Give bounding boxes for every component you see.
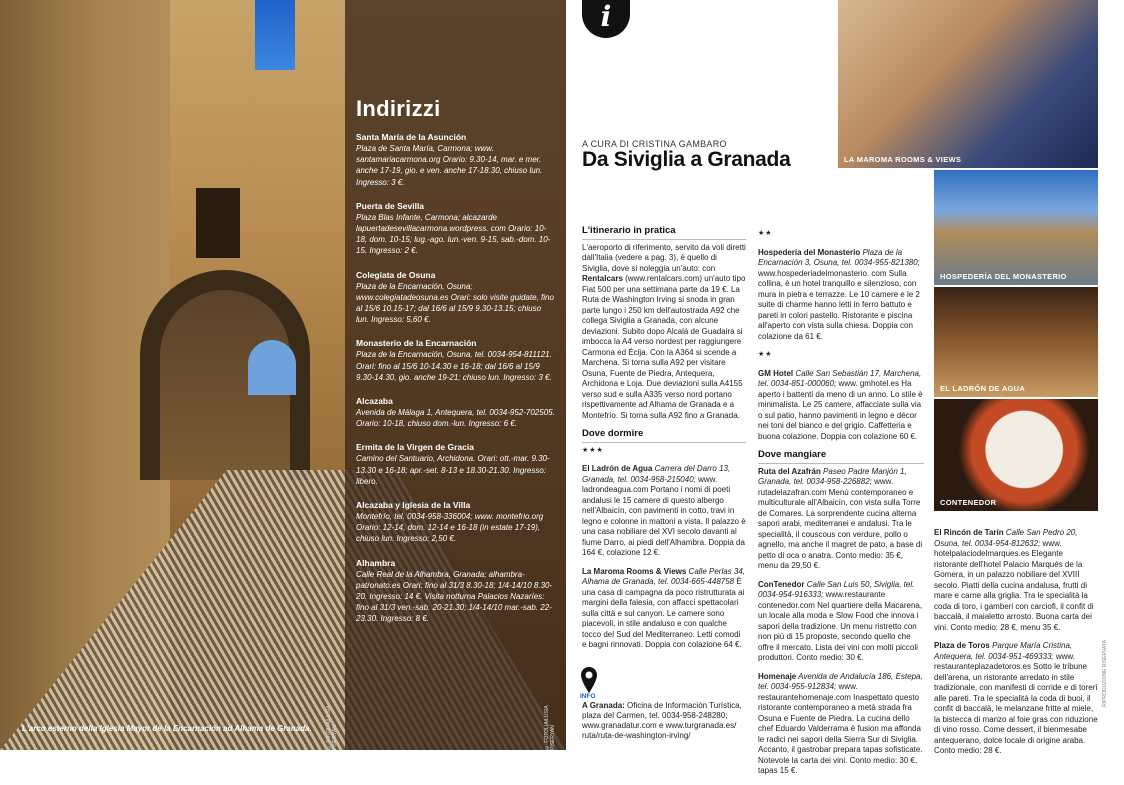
entry-homenaje: Homenaje Avenida de Andalucía 186, Estepa, tel. 0034-955-912834; www. restaurantehomenaje.com Inaspettato questo ristorante contemporaneo a metà strada fra Osuna e Fuente de Piedra. La cucina dello chef Eduardo Valderrama è fusion ma affonda le radici nei sapori della Sierra Sur di Siviglia. Accanto, il gastrobar prepara tapas sofisticate. Notevole la carta dei vini. Conto medio: 30 €, tapas 15 €. [758,671,923,775]
heading-mangiare: Dove mangiare [758,450,924,464]
photo-contenedor [934,399,1098,511]
stars-gm: ★★ [758,351,773,358]
photo-label-ladron: EL LADRÓN DE AGUA [940,384,1026,393]
photo-label-hospederia: HOSPEDERÍA DEL MONASTERIO [940,272,1067,281]
photo-caption: L'arco esterno della Iglesia Mayor de la Encarnación ad Alhama de Granada. [22,724,312,733]
column-1 [582,226,746,659]
address-text: Plaza de la Encarnación, Osuna; www.colegiatadeosuna.es Orari: solo visite guidate, fino al 15/6 10.15-17; dal 16/6 al 15/9 9.30-13.15; chiuso lun. Ingresso: 5,60 €. [356,281,554,325]
address-name: Alhambra [356,557,396,568]
granada-info: A Granada: Oficina de Información Turística, plaza del Carmen, tel. 0034-958-248280; www.granadatur.com e www.turgranada.es/ ruta/ruta-de-washington-irving/ [582,701,742,740]
address-name: Colegiata de Osuna [356,269,436,280]
address-item [356,500,556,545]
entry-hospederia: Hospedería del Monasterio Plaza de la Encarnación 3, Osuna, tel. 0034-955-821380; www.hospederiadelmonasterio. com Sulla collina, è un hotel tranquillo e silenzioso, con mura in pietra e terrazze. Le 10 camere e le 2 suite di charme hanno letti in ferro battuto e pareti in colori pastello. Ristorante e piscina all'aperto con vista sulla chiesa. Doppia con colazione da 61 €. [758,247,920,341]
photo-credit-2: © FOTOLIA/LUSIA PISERYAN [544,705,556,750]
address-text: Plaza Blas Infante, Carmona; alcazarde lapuertadesevillacarmona.wordpress. com Orario: 10-18, dom. 10-15; lug.-ago. lun.-ven. 9-15, sab.-dom. 10-15. Ingresso: 2 €. [356,212,551,256]
column-2 [758,229,924,785]
address-item [356,270,556,326]
address-text: Calle Real de la Alhambra, Granada; alhambra-patronato.es Orari: fino al 31/3 8.30-18; 1/4-14/10 8.30-20. Ingresso: 14 €. Visita notturna Palacios Nazaríes: fino al 31/3 ven.-sab. 20-21.30; 1/4-14/10 mar.-sab. 22-23.30. Ingresso: 8 €. [356,569,553,624]
info-label: INFO [580,693,596,700]
address-text: Avenida de Málaga 1, Antequera, tel. 0034-952-702505. Orario: 10-18, chiuso dom.-lun. Ingresso: 6 €. [356,408,555,429]
stars-ladron: ★★★ [582,446,604,454]
address-item [356,132,556,188]
entry-maroma: La Maroma Rooms & Views Calle Perlas 34, Alhama de Granada, tel. 0034-665-448758 È una casa di campagna da poco ristrutturata ai margini della falesia, con affacci spettacolari sulla città e sul canyon. Le camere sono piacevoli, in stile andaluso e con qualche tocco del Sud del Mediterraneo. Letti comodi e bagni rinnovati. Doppia con colazione 64 €. [582,566,746,649]
stars-hospederia: ★★ [758,230,773,237]
address-item [356,396,556,429]
info-icon: i [582,0,630,38]
photo-ladron [934,287,1098,397]
photo-sky-through-arch [248,340,296,395]
address-item [356,201,556,257]
itinerario-text: L'aeroporto di riferimento, servito da voli diretti dall'Italia (vedere a pag. 3), è quello di Siviglia, dove si noleggia un'auto: con Rentalcars (www.rentalcars.com) un'auto tipo Fiat 500 per una settimana parte da 19 €. La Ruta de Washington Irving si snoda in gran parte lungo i 250 km dell'autostrada A92 che collega Siviglia a Granada, con alcune deviazioni. Subito dopo Alcalá de Guadaira si imbocca la A4 verso nordest per raggiungere Carmona ed Écija. Con la A364 si scende a Marchena. Si torna sulla A92 per visitare Osuna, Fuente de Piedra, Antequera, Archidona e Loja. Due deviazioni sulla A4155 verso sud e sulla A335 verso nord portano rispettivamente ad Alhama de Granada e a Montefrío. Si torna sulla A92 fino a Granada. [582,242,746,420]
address-text: Camino del Santuario, Archidona. Orari: ott.-mar. 9.30-13.30 e 16-18; apr.-set. 8-13 e 18.30-21.30. Ingresso: libero. [356,454,550,486]
address-name: Monasterio de la Encarnación [356,338,477,349]
address-name: Puerta de Sevilla [356,200,425,211]
address-name: Ermita de la Virgen de Gracia [356,442,474,453]
photo-hospederia [934,170,1098,285]
photo-label-contenedor: CONTENEDOR [940,498,997,507]
addresses-panel [356,96,556,638]
byline: A CURA DI CRISTINA GAMBARO [582,139,727,149]
column-3 [934,528,1098,765]
entry-ruta: Ruta del Azafrán Paseo Padre Manjón 1, Granada, tel. 0034-958-226882; www. rutadelazafran.com Menù contemporaneo e multiculturale all'Albaicín, con vista sulla Torre de Comares. La sorprendente cucina alterna sapori arabi, mediterranei e andalusi. Tra le specialità, il couscous con verdure, pollo o agnello, ma anche il magret de pato, a base di petto di oca o anatra. Conto medio: 35 €, menu da 29,50 €. [758,466,923,570]
heading-dormire: Dove dormire [582,429,746,443]
entry-toros: Plaza de Toros Parque María Cristina, Antequera, tel. 0034-951-469333; www. restauranteplazadetoros.es Sotto le tribune dell'arena, un ristorante arredato in stile tradizionale, con manifesti di corride e di torerì alle pareti. Tra le specialità la coda di buoi, il confit di baccalà, le melanzane fritte al miele, la bistecca di manzo al foie gras con riduzione di vino rosso. Come dessert, il bienmesabe antequerano, dolce locale di origine araba. Conto medio: 28 €. [934,641,1098,755]
address-name: Santa María de la Asunción [356,132,467,142]
address-name: Alcazaba y Iglesia de la Villa [356,500,471,511]
entry-gm: GM Hotel Calle San Sebastián 17, Marchena, tel. 0034-851-000060; www. gmhotel.es Ha aperto i battenti da meno di un anno. Lo stile è minimalista. Le 25 camere, affacciate sulla via o sul patio, hanno pavimenti in legno e décor nei toni del bianco e del grigio. Caffetteria e buona colazione. Doppia con colazione 60 €. [758,368,923,441]
photo-window [196,188,240,258]
photo-label-la-maroma: LA MAROMA ROOMS & VIEWS [844,155,962,164]
address-item [356,338,556,383]
photo-credit: © FOTOLIA/LUSIA PISERYAN [326,705,338,750]
entry-ladron: El Ladrón de Agua Carrera del Darro 13, Granada, tel. 0034-958-215040; www. ladrondeagua.com Portano i nomi di poeti andalusi le 15 camere di questo albergo nell'Albaicín, con pavimenti in cotto, travi in legno e colonne in mattoni a vista. Il palazzo è una casa nobiliare del XVI secolo davanti al fiume Darro, ai piedi dell'Alhambra. Doppia da 164 €, colazione 12 €. [582,464,746,557]
photo-la-maroma [838,0,1098,168]
entry-rincon: El Rincón de Tarín Calle San Pedro 20, Osuna, tel. 0034-954-812632; www. hotelpalaciodelmarques.es Elegante ristorante dell'hotel Palacio Marqués de la Gomera, in un palazzo nobiliare del XVIII secolo. Piatti della cucina andalusa, frutti di mare e carne alla griglia. Tra le specialità la coda di toro, i gamberi con carciofi, il confit di baccalà, il maialetto arrosto. Buona carta dei vini. Conto medio: 28 €, menu 35 €. [934,528,1094,632]
address-name: Alcazaba [356,396,393,407]
address-item [356,558,556,625]
photo-sky [255,0,295,70]
address-text: Montefrío, tel. 0034-958-336004; www. montefrio.org Orario: 12-14, dom. 12-14 e 16-18 (in estate 17-19), chiuso lun. Ingresso: 2,50 €. [356,512,544,544]
addresses-heading: Indirizzi [356,96,441,121]
address-text: Plaza de la Encarnación, Osuna, tel. 0034-954-811121. Orari: fino al 15/6 10-14.30 e 16-18; dal 16/6 al 15/9 9.30-14.30, gio. anche 19-21; chiuso lun. Ingresso: 3 €. [356,350,552,382]
article-title: Da Siviglia a Granada [582,148,791,171]
heading-itinerario: L'itinerario in pratica [582,226,746,240]
vertical-credit: RIPRODUZIONE RISERVATA [1102,640,1108,707]
entry-contenedor: ConTenedor Calle San Luis 50, Siviglia, tel. 0034-954-916333; www.restaurante contenedor.com Nel quartiere della Macarena, un locale alla moda e Slow Food che innova i sapori della tradizione. Un menu ristretto con non più di 15 proposte, secondo quello che offre il mercato. Lista dei vini con molti piccoli produttori. Conto medio: 30 €. [758,579,923,662]
address-text: Plaza de Santa María, Carmona; www. santamariacarmona.org Orario: 9.30-14, mar. e mer. anche 17-19, gio. e ven. anche 17-18.30, chiuso lun. Ingresso: 3 €. [356,144,543,187]
address-list [356,132,556,625]
address-item [356,442,556,487]
